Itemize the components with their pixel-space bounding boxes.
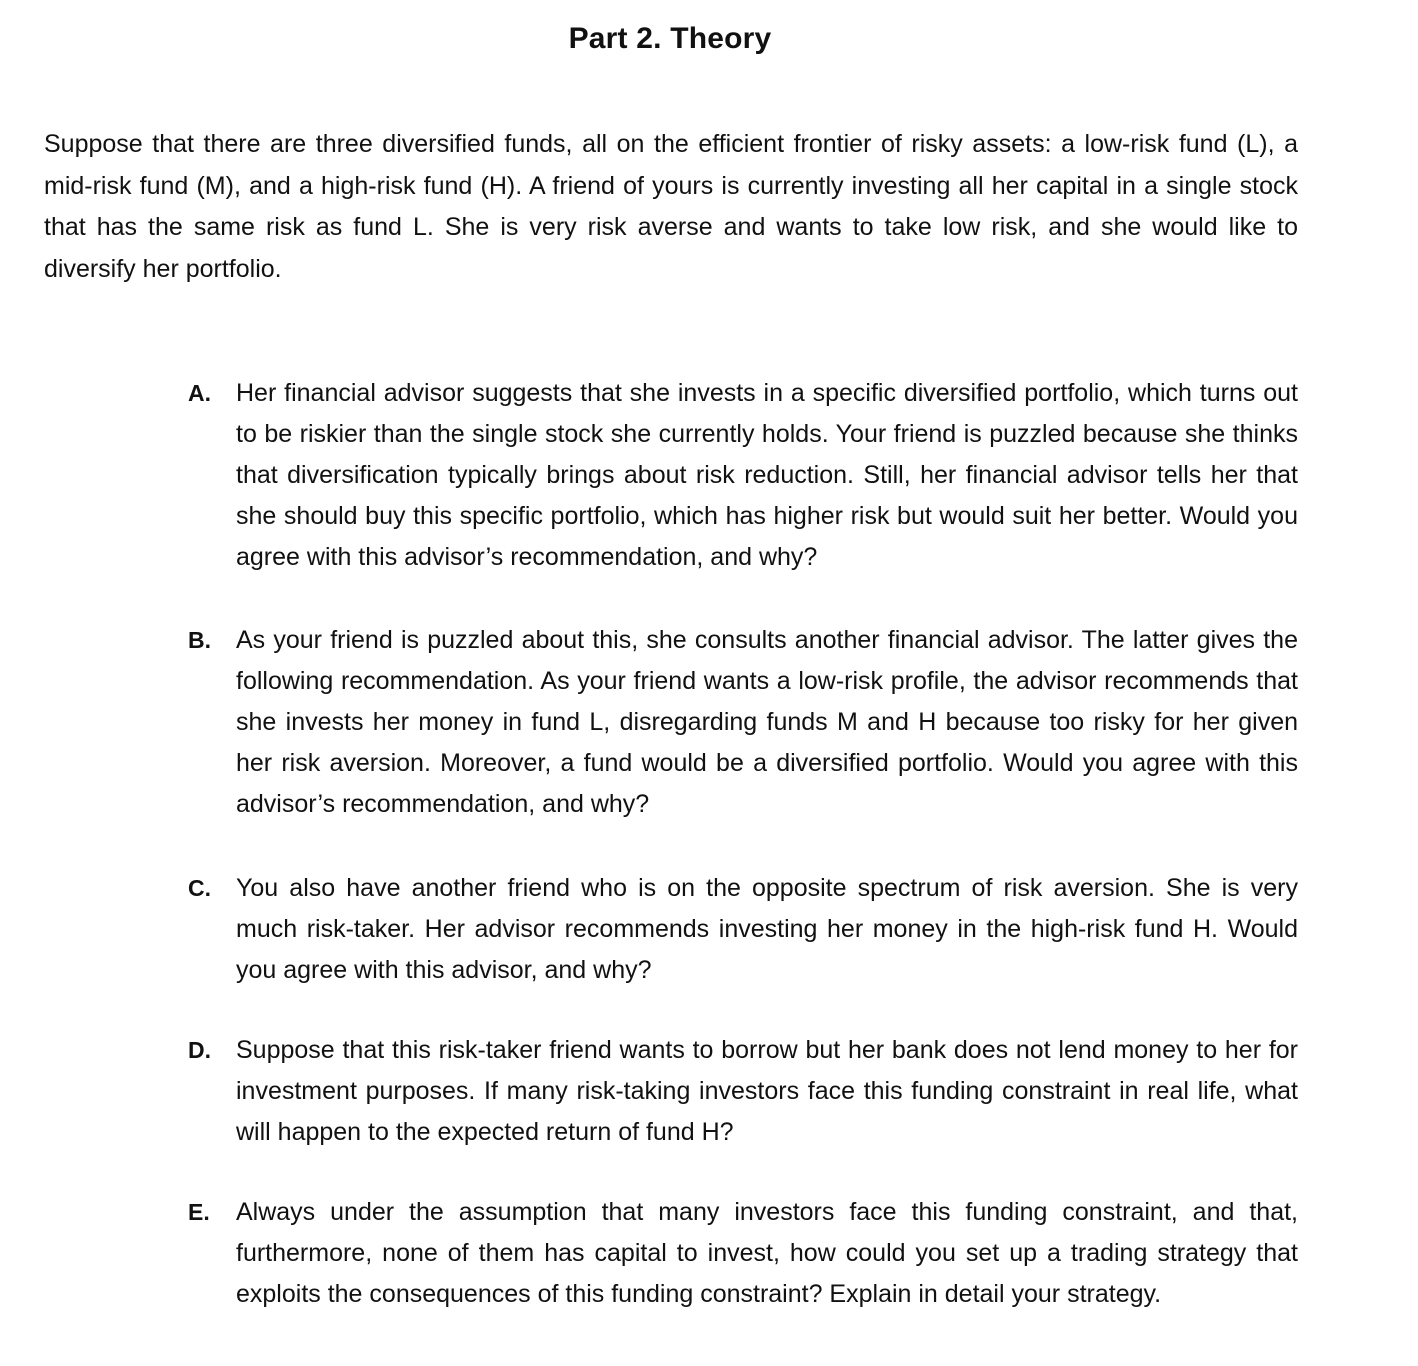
page-title: Part 2. Theory [568,22,772,55]
question-text: Her financial advisor suggests that she invests in a specific diversified portfolio, which turns out to be riskier than the single stock she currently holds. Your friend is puzzled because she thinks that diversification typically brings about risk reduction. Still, her financial advisor tells her that she should buy this specific portfolio, which has higher risk but would suit her better. Would you agree with this advisor’s recommendation, and why? [236,379,1298,571]
question-letter: A. [188,380,211,406]
question-text: As your friend is puzzled about this, she consults another financial advisor. The latter gives the following recommendation. As your friend wants a low-risk profile, the advisor recommends that she invests her money in fund L, disregarding funds M and H because too risky for her given her risk aversion. Moreover, a fund would be a diversified portfolio. Would you agree with this advisor’s recommendation, and why? [236,626,1298,818]
question-a [188,373,1298,578]
question-letter: E. [188,1199,210,1225]
question-text: Suppose that this risk-taker friend wants to borrow but her bank does not lend money to her for investment purposes. If many risk-taking investors face this funding constraint in real life, what will happen to the expected return of fund H? [236,1036,1298,1146]
question-text: You also have another friend who is on the opposite spectrum of risk aversion. She is very much risk-taker. Her advisor recommends investing her money in the high-risk fund H. Would you agree with this advisor, and why? [236,874,1298,984]
question-c [188,868,1298,991]
question-text: Always under the assumption that many investors face this funding constraint, and that, furthermore, none of them has capital to invest, how could you set up a trading strategy that exploits the consequences of this funding constraint? Explain in detail your strategy. [236,1198,1298,1308]
question-d [188,1030,1298,1153]
question-letter: C. [188,875,211,901]
intro-paragraph: Suppose that there are three diversified funds, all on the efficient frontier of risky assets: a low-risk fund (L), a mid-risk fund (M), and a high-risk fund (H). A friend of yours is currently investing all her capital in a single stock that has the same risk as fund L. She is very risk averse and wants to take low risk, and she would like to diversify her portfolio. [44,130,1298,283]
question-b [188,620,1298,825]
question-letter: B. [188,627,211,653]
question-letter: D. [188,1037,211,1063]
question-e [188,1192,1298,1315]
